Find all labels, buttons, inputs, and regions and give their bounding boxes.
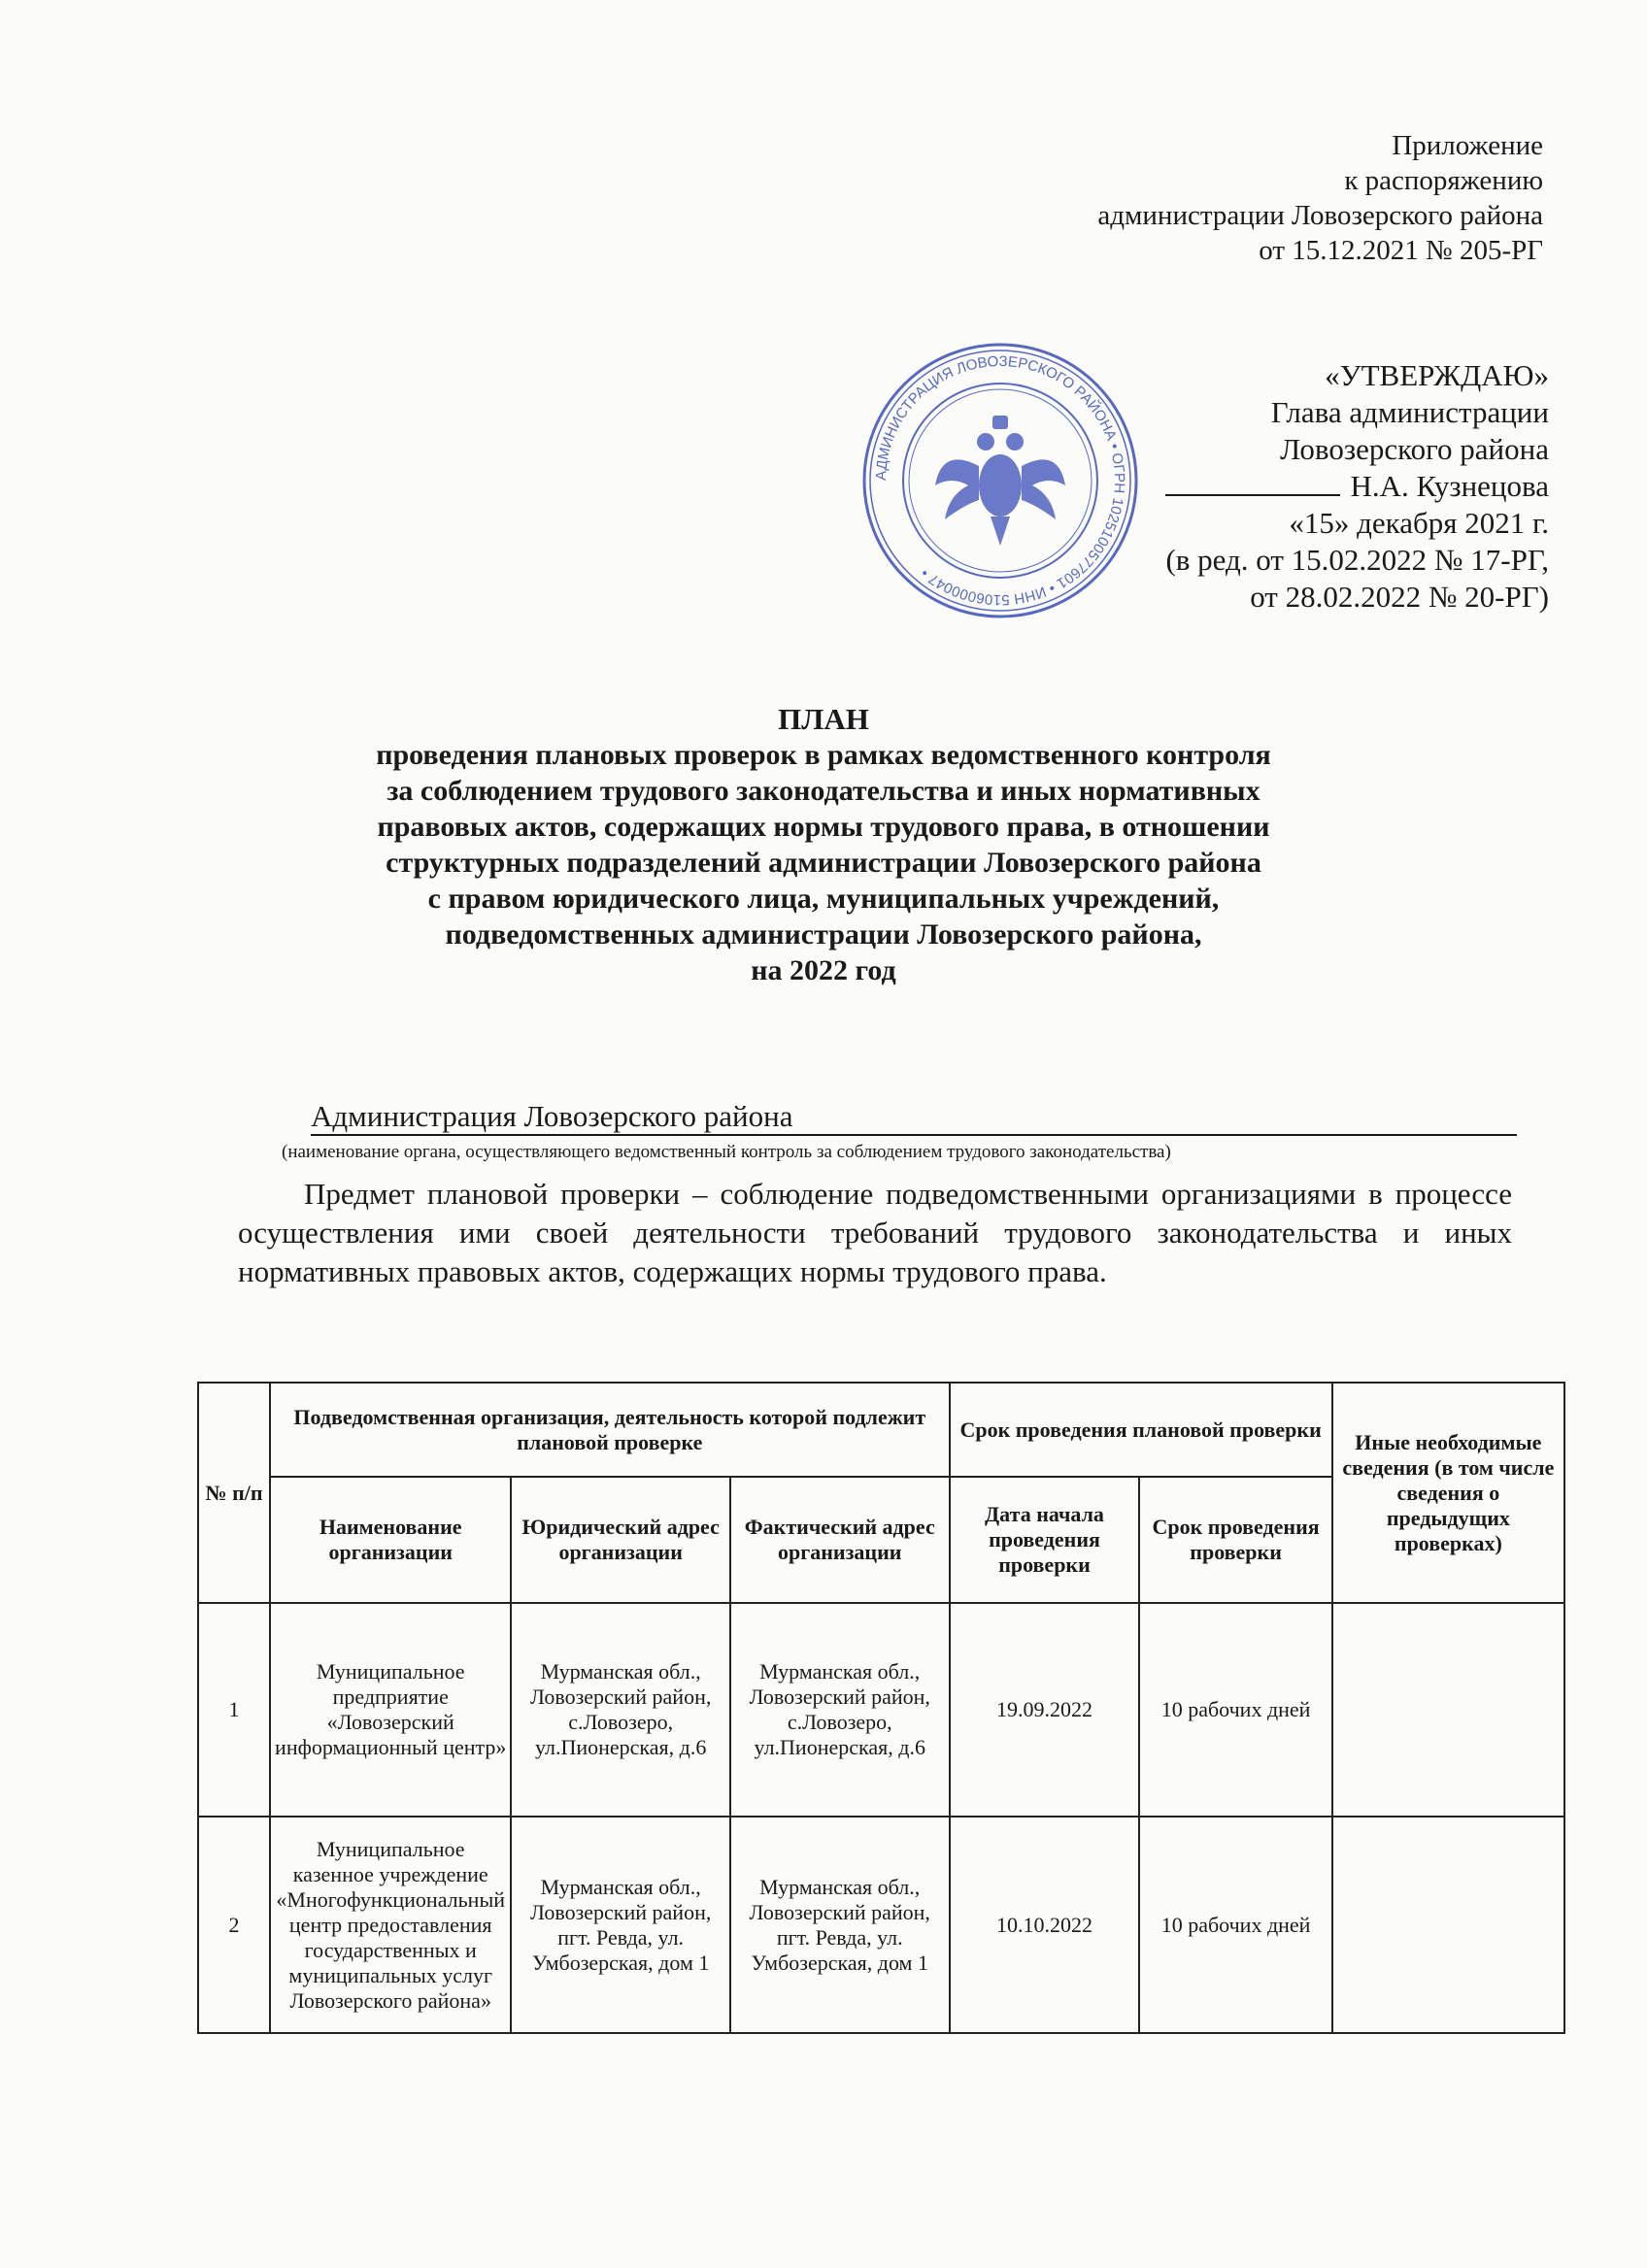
header-number: № п/п xyxy=(198,1383,270,1603)
row-number: 1 xyxy=(198,1603,270,1817)
double-eagle-emblem xyxy=(935,416,1065,546)
row-actual-address: Мурманская обл., Ловозерский район, с.Ловозеро, ул.Пионерская, д.6 xyxy=(730,1603,950,1817)
title-head: ПЛАН xyxy=(778,702,869,736)
table-row xyxy=(198,1817,1564,2033)
row-start-date: 10.10.2022 xyxy=(950,1817,1140,2033)
appendix-line: Приложение xyxy=(1392,130,1543,161)
inspection-plan-table xyxy=(197,1382,1565,2034)
row-legal-address: Мурманская обл., Ловозерский район, пгт. Ревда, ул. Умбозерская, дом 1 xyxy=(511,1817,730,2033)
appendix-line: администрации Ловозерского района xyxy=(1097,200,1543,231)
approval-revision: (в ред. от 15.02.2022 № 17-РГ, xyxy=(1165,543,1549,577)
header-organization-group: Подведомственная организация, деятельность которой подлежит плановой проверке xyxy=(270,1383,949,1477)
row-other-info xyxy=(1332,1817,1564,2033)
seal-ring-text: АДМИНИСТРАЦИЯ ЛОВОЗЕРСКОГО РАЙОНА • ОГРН 1025100577601 • ИНН 5106000047 • xyxy=(872,352,1128,609)
row-legal-address: Мурманская обл., Ловозерский район, с.Ловозеро, ул.Пионерская, д.6 xyxy=(511,1603,730,1817)
row-org-name: Муниципальное казенное учреждение «Многофункциональный центр предоставления государственных и муниципальных услуг Ловозерского района» xyxy=(270,1817,511,2033)
header-start-date: Дата начала проведения проверки xyxy=(950,1477,1140,1603)
approval-signer: Н.А. Кузнецова xyxy=(1350,469,1549,503)
title-line: на 2022 год xyxy=(751,954,896,986)
title-line: с правом юридического лица, муниципальных учреждений, xyxy=(427,883,1220,915)
header-org-name: Наименование организации xyxy=(270,1477,511,1603)
appendix-block xyxy=(1097,128,1543,268)
table-header-row xyxy=(198,1383,1564,1477)
row-actual-address: Мурманская обл., Ловозерский район, пгт. Ревда, ул. Умбозерская, дом 1 xyxy=(730,1817,950,2033)
header-term-group: Срок проведения плановой проверки xyxy=(950,1383,1332,1477)
title-line: проведения плановых проверок в рамках ведомственного контроля xyxy=(376,739,1271,771)
row-duration: 10 рабочих дней xyxy=(1139,1603,1331,1817)
approval-heading: «УТВЕРЖДАЮ» xyxy=(1325,358,1549,392)
title-line: подведомственных администрации Ловозерского района, xyxy=(445,918,1202,951)
row-org-name: Муниципальное предприятие «Ловозерский информационный центр» xyxy=(270,1603,511,1817)
appendix-line: к распоряжению xyxy=(1344,165,1543,196)
row-other-info xyxy=(1332,1603,1564,1817)
appendix-line: от 15.12.2021 № 205-РГ xyxy=(1259,235,1543,266)
approval-position: Ловозерского района xyxy=(1280,432,1549,466)
controlling-organ: Администрация Ловозерского района xyxy=(311,1099,1517,1136)
approval-date: «15» декабря 2021 г. xyxy=(1289,506,1549,540)
signature-line xyxy=(1165,494,1340,496)
row-duration: 10 рабочих дней xyxy=(1139,1817,1331,2033)
title-line: структурных подразделений администрации Ловозерского района xyxy=(386,847,1261,879)
header-actual-address: Фактический адрес организации xyxy=(730,1477,950,1603)
row-number: 2 xyxy=(198,1817,270,2033)
document-title xyxy=(0,701,1647,988)
table-row xyxy=(198,1603,1564,1817)
title-line: правовых актов, содержащих нормы трудового права, в отношении xyxy=(377,811,1270,843)
header-other-info: Иные необходимые сведения (в том числе сведения о предыдущих проверках) xyxy=(1332,1383,1564,1603)
official-seal xyxy=(859,340,1141,621)
controlling-organ-caption: (наименование органа, осуществляющего ведомственный контроль за соблюдением трудового законодательства) xyxy=(282,1142,1171,1162)
row-start-date: 19.09.2022 xyxy=(950,1603,1140,1817)
header-legal-address: Юридический адрес организации xyxy=(511,1477,730,1603)
title-line: за соблюдением трудового законодательства и иных нормативных xyxy=(387,775,1260,807)
inspection-subject: Предмет плановой проверки – соблюдение подведомственными организациями в процессе осуществления ими своей деятельности требований трудового законодательства и иных нормативных правовых актов, содержащих нормы трудового права. xyxy=(238,1177,1512,1288)
approval-block xyxy=(1165,357,1549,616)
approval-signature-row xyxy=(1165,468,1549,505)
header-duration: Срок проведения проверки xyxy=(1139,1477,1331,1603)
approval-revision: от 28.02.2022 № 20-РГ) xyxy=(1250,580,1549,614)
approval-position: Глава администрации xyxy=(1270,395,1549,429)
